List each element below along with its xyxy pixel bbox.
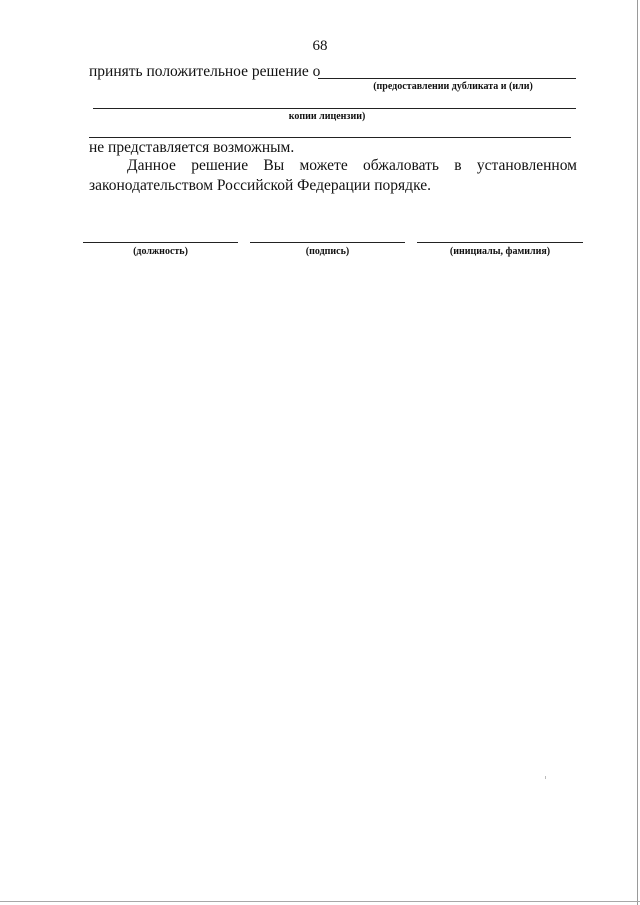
not-possible-text: не представляется возможным. xyxy=(89,139,295,156)
appeal-word: Данное xyxy=(127,157,176,174)
blank-line-extra xyxy=(89,137,571,138)
caption-signature: (подпись) xyxy=(305,246,350,257)
signature-line-name xyxy=(417,242,583,243)
signature-line-position xyxy=(83,242,238,243)
blank-line-continuation xyxy=(93,108,576,109)
signature-line-signature xyxy=(250,242,405,243)
appeal-word: в xyxy=(454,157,462,174)
blank-line-decision xyxy=(318,78,576,79)
appeal-word: можете xyxy=(299,157,348,174)
scan-speck xyxy=(545,776,546,779)
scan-edge-bottom xyxy=(0,901,640,902)
caption-position: (должность) xyxy=(133,246,188,257)
appeal-word: установленном xyxy=(476,157,577,174)
scan-edge-right xyxy=(637,0,638,905)
caption-copy: копии лицензии) xyxy=(288,111,366,122)
caption-name: (инициалы, фамилия) xyxy=(449,246,551,257)
appeal-text-line2: законодательством Российской Федерации порядке. xyxy=(89,177,431,194)
appeal-text-line1 xyxy=(89,157,577,175)
appeal-word: Вы xyxy=(263,157,285,174)
appeal-word: обжаловать xyxy=(363,157,439,174)
page-number: 68 xyxy=(312,38,328,54)
caption-duplicate: (предоставлении дубликата и (или) xyxy=(373,81,533,92)
decision-intro-text: принять положительное решение о xyxy=(89,63,321,80)
appeal-word: решение xyxy=(191,157,249,174)
